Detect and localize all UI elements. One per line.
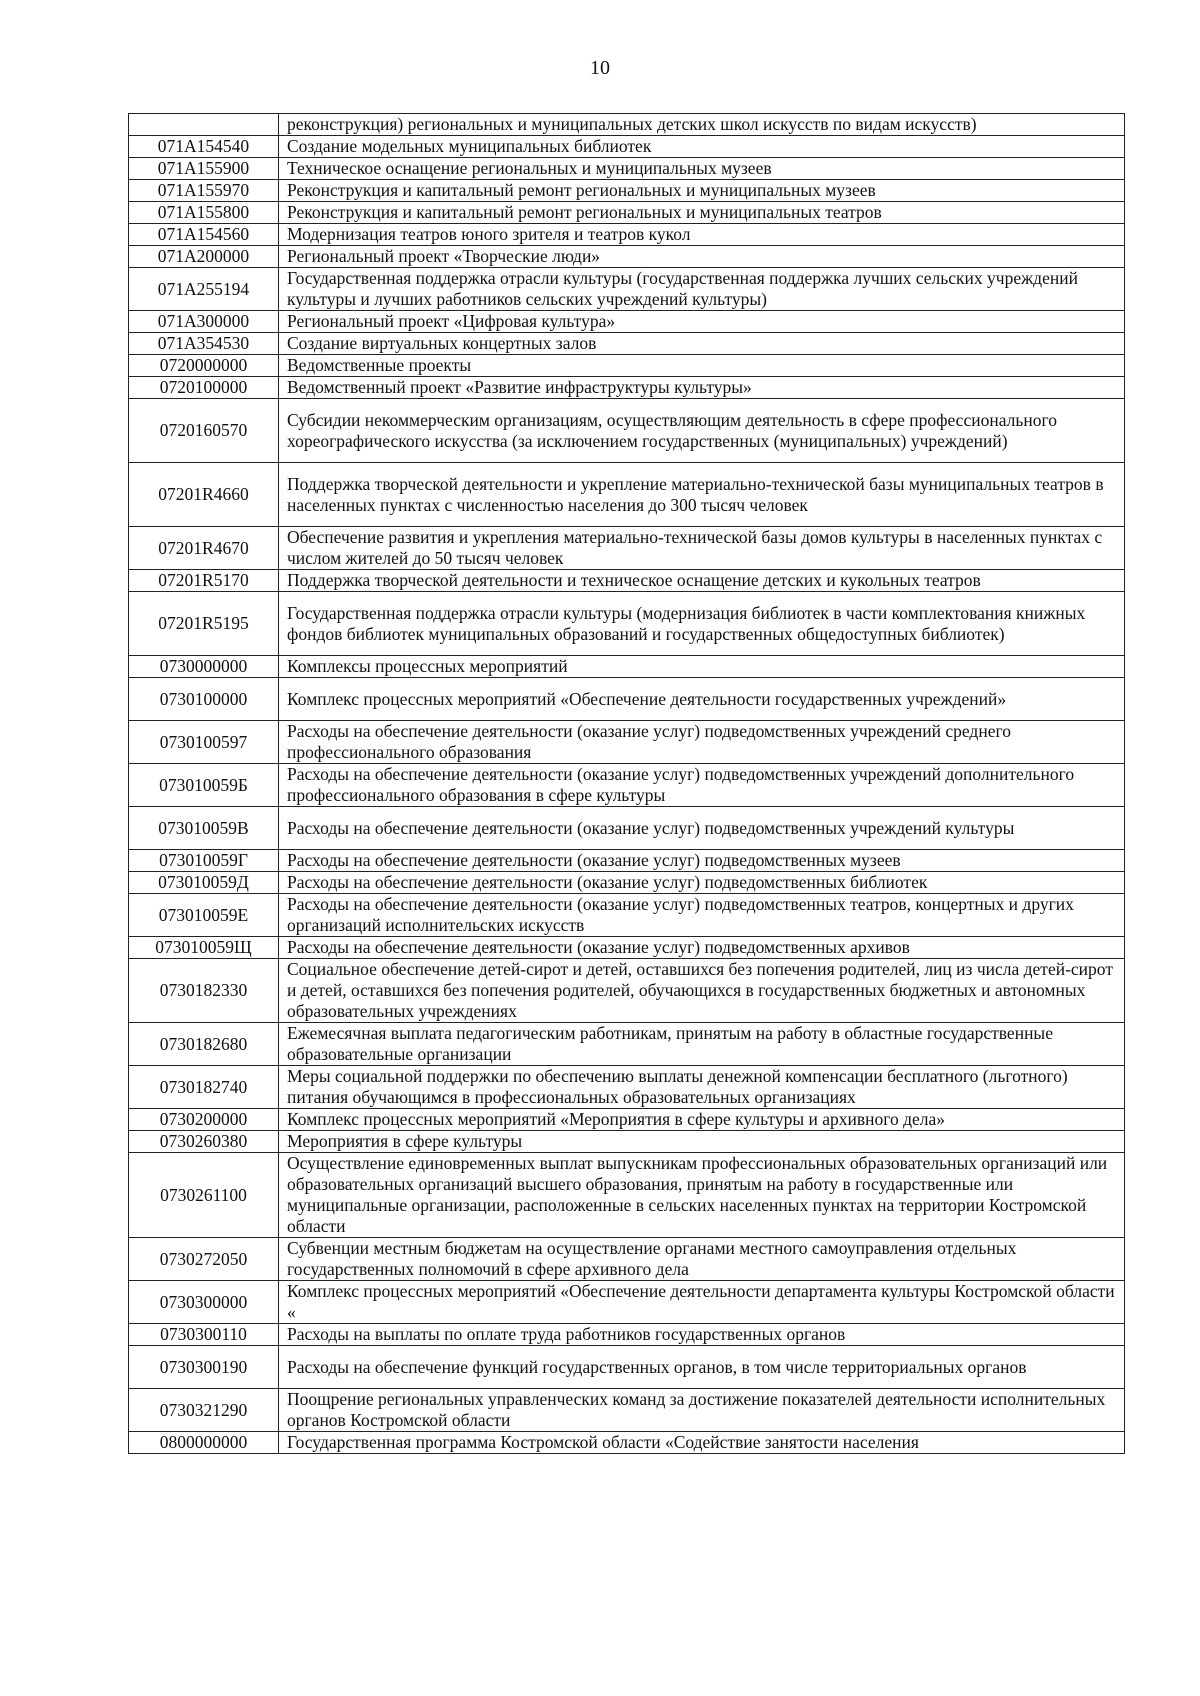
- table-row: [129, 1238, 1125, 1281]
- code-cell: 0730300000: [129, 1281, 279, 1324]
- table-row: [129, 678, 1125, 721]
- table-row: [129, 333, 1125, 355]
- table-row: [129, 872, 1125, 894]
- code-cell: 0730261100: [129, 1153, 279, 1238]
- description-cell: Государственная поддержка отрасли культуры (модернизация библиотек в части комплектования книжных фондов библиотек муниципальных образований и государственных общедоступных библиотек): [279, 592, 1125, 656]
- description-cell: Реконструкция и капитальный ремонт региональных и муниципальных музеев: [279, 180, 1125, 202]
- table-row: [129, 202, 1125, 224]
- table-row: [129, 807, 1125, 850]
- description-cell: Реконструкция и капитальный ремонт региональных и муниципальных театров: [279, 202, 1125, 224]
- table-row: [129, 959, 1125, 1023]
- description-cell: Меры социальной поддержки по обеспечению выплаты денежной компенсации бесплатного (льготного) питания обучающимся в профессиональных образовательных организациях: [279, 1066, 1125, 1109]
- table-row: [129, 1281, 1125, 1324]
- description-cell: Комплексы процессных мероприятий: [279, 656, 1125, 678]
- code-cell: 071A354530: [129, 333, 279, 355]
- code-cell: 0730321290: [129, 1389, 279, 1432]
- table-row: [129, 1023, 1125, 1066]
- table-row: [129, 1066, 1125, 1109]
- code-cell: 0720160570: [129, 399, 279, 463]
- code-cell: 07201R5170: [129, 570, 279, 592]
- description-cell: Субсидии некоммерческим организациям, осуществляющим деятельность в сфере профессионального хореографического искусства (за исключением государственных (муниципальных) учреждений): [279, 399, 1125, 463]
- description-cell: Техническое оснащение региональных и муниципальных музеев: [279, 158, 1125, 180]
- description-cell: Ведомственный проект «Развитие инфраструктуры культуры»: [279, 377, 1125, 399]
- code-cell: 0730260380: [129, 1131, 279, 1153]
- code-cell: 0730300190: [129, 1346, 279, 1389]
- description-cell: Региональный проект «Цифровая культура»: [279, 311, 1125, 333]
- code-cell: 071A300000: [129, 311, 279, 333]
- description-cell: Осуществление единовременных выплат выпускникам профессиональных образовательных организаций или образовательных организаций высшего образования, принятым на работу в государственные или муниципальные организации, расположенные в сельских населенных пунктах на территории Костромской области: [279, 1153, 1125, 1238]
- description-cell: Комплекс процессных мероприятий «Обеспечение деятельности департамента культуры Костромской области «: [279, 1281, 1125, 1324]
- code-cell: 0730182740: [129, 1066, 279, 1109]
- table-row: [129, 850, 1125, 872]
- table-row: [129, 894, 1125, 937]
- code-cell: 071A155800: [129, 202, 279, 224]
- table-row: [129, 592, 1125, 656]
- table-row: [129, 1324, 1125, 1346]
- code-cell: 0720100000: [129, 377, 279, 399]
- table-row: [129, 1432, 1125, 1454]
- description-cell: Обеспечение развития и укрепления материально-технической базы домов культуры в населенных пунктах с числом жителей до 50 тысяч человек: [279, 527, 1125, 570]
- code-cell: 07201R4670: [129, 527, 279, 570]
- table-row: [129, 1346, 1125, 1389]
- description-cell: Расходы на выплаты по оплате труда работников государственных органов: [279, 1324, 1125, 1346]
- description-cell: Ежемесячная выплата педагогическим работникам, принятым на работу в областные государственные образовательные организации: [279, 1023, 1125, 1066]
- code-cell: 073010059Г: [129, 850, 279, 872]
- description-cell: Социальное обеспечение детей-сирот и детей, оставшихся без попечения родителей, лиц из числа детей-сирот и детей, оставшихся без попечения родителей, обучающихся в государственных бюджетных и автономных образовательных учреждениях: [279, 959, 1125, 1023]
- table-row: [129, 355, 1125, 377]
- code-cell: 0730182330: [129, 959, 279, 1023]
- description-cell: Мероприятия в сфере культуры: [279, 1131, 1125, 1153]
- description-cell: Создание виртуальных концертных залов: [279, 333, 1125, 355]
- description-cell: Региональный проект «Творческие люди»: [279, 246, 1125, 268]
- description-cell: Государственная программа Костромской области «Содействие занятости населения: [279, 1432, 1125, 1454]
- description-cell: Субвенции местным бюджетам на осуществление органами местного самоуправления отдельных государственных полномочий в сфере архивного дела: [279, 1238, 1125, 1281]
- code-cell: 071A154560: [129, 224, 279, 246]
- table-row: [129, 527, 1125, 570]
- code-cell: 07201R5195: [129, 592, 279, 656]
- table-row: [129, 937, 1125, 959]
- description-cell: Расходы на обеспечение деятельности (оказание услуг) подведомственных театров, концертных и других организаций исполнительских искусств: [279, 894, 1125, 937]
- description-cell: Комплекс процессных мероприятий «Обеспечение деятельности государственных учреждений»: [279, 678, 1125, 721]
- description-cell: Расходы на обеспечение деятельности (оказание услуг) подведомственных музеев: [279, 850, 1125, 872]
- code-cell: 0730182680: [129, 1023, 279, 1066]
- table-row: [129, 136, 1125, 158]
- description-cell: Поддержка творческой деятельности и укрепление материально-технической базы муниципальных театров в населенных пунктах с численностью населения до 300 тысяч человек: [279, 463, 1125, 527]
- table-row: [129, 1153, 1125, 1238]
- table-row: [129, 224, 1125, 246]
- code-cell: 073010059Б: [129, 764, 279, 807]
- code-cell: 07201R4660: [129, 463, 279, 527]
- description-cell: Поощрение региональных управленческих команд за достижение показателей деятельности исполнительных органов Костромской области: [279, 1389, 1125, 1432]
- code-cell: 0730100597: [129, 721, 279, 764]
- table-row: [129, 1389, 1125, 1432]
- table-row: [129, 114, 1125, 136]
- table-row: [129, 377, 1125, 399]
- code-cell: 073010059Щ: [129, 937, 279, 959]
- code-cell: 071A155900: [129, 158, 279, 180]
- code-cell: 073010059Д: [129, 872, 279, 894]
- table-row: [129, 721, 1125, 764]
- code-cell: 071A155970: [129, 180, 279, 202]
- table-row: [129, 158, 1125, 180]
- page-number: 10: [590, 57, 610, 79]
- description-cell: Комплекс процессных мероприятий «Мероприятия в сфере культуры и архивного дела»: [279, 1109, 1125, 1131]
- description-cell: Расходы на обеспечение деятельности (оказание услуг) подведомственных учреждений дополнительного профессионального образования в сфере культуры: [279, 764, 1125, 807]
- description-cell: реконструкция) региональных и муниципальных детских школ искусств по видам искусств): [279, 114, 1125, 136]
- code-cell: 073010059В: [129, 807, 279, 850]
- table-row: [129, 656, 1125, 678]
- budget-classification-table: [128, 113, 1125, 1454]
- description-cell: Создание модельных муниципальных библиотек: [279, 136, 1125, 158]
- code-cell: 0730300110: [129, 1324, 279, 1346]
- table-row: [129, 1131, 1125, 1153]
- code-cell: 0730272050: [129, 1238, 279, 1281]
- description-cell: Расходы на обеспечение деятельности (оказание услуг) подведомственных учреждений культуры: [279, 807, 1125, 850]
- table-row: [129, 463, 1125, 527]
- description-cell: Государственная поддержка отрасли культуры (государственная поддержка лучших сельских учреждений культуры и лучших работников сельских учреждений культуры): [279, 268, 1125, 311]
- description-cell: Модернизация театров юного зрителя и театров кукол: [279, 224, 1125, 246]
- code-cell: [129, 114, 279, 136]
- description-cell: Расходы на обеспечение деятельности (оказание услуг) подведомственных архивов: [279, 937, 1125, 959]
- code-cell: 0730000000: [129, 656, 279, 678]
- description-cell: Ведомственные проекты: [279, 355, 1125, 377]
- table-row: [129, 246, 1125, 268]
- table-row: [129, 268, 1125, 311]
- table-row: [129, 311, 1125, 333]
- description-cell: Расходы на обеспечение деятельности (оказание услуг) подведомственных библиотек: [279, 872, 1125, 894]
- table-row: [129, 399, 1125, 463]
- code-cell: 073010059Е: [129, 894, 279, 937]
- table-row: [129, 180, 1125, 202]
- description-cell: Расходы на обеспечение деятельности (оказание услуг) подведомственных учреждений среднего профессионального образования: [279, 721, 1125, 764]
- code-cell: 071A154540: [129, 136, 279, 158]
- code-cell: 071A200000: [129, 246, 279, 268]
- code-cell: 0730200000: [129, 1109, 279, 1131]
- code-cell: 0720000000: [129, 355, 279, 377]
- description-cell: Поддержка творческой деятельности и техническое оснащение детских и кукольных театров: [279, 570, 1125, 592]
- code-cell: 071A255194: [129, 268, 279, 311]
- code-cell: 0800000000: [129, 1432, 279, 1454]
- table-row: [129, 570, 1125, 592]
- table-row: [129, 1109, 1125, 1131]
- code-cell: 0730100000: [129, 678, 279, 721]
- table-row: [129, 764, 1125, 807]
- description-cell: Расходы на обеспечение функций государственных органов, в том числе территориальных органов: [279, 1346, 1125, 1389]
